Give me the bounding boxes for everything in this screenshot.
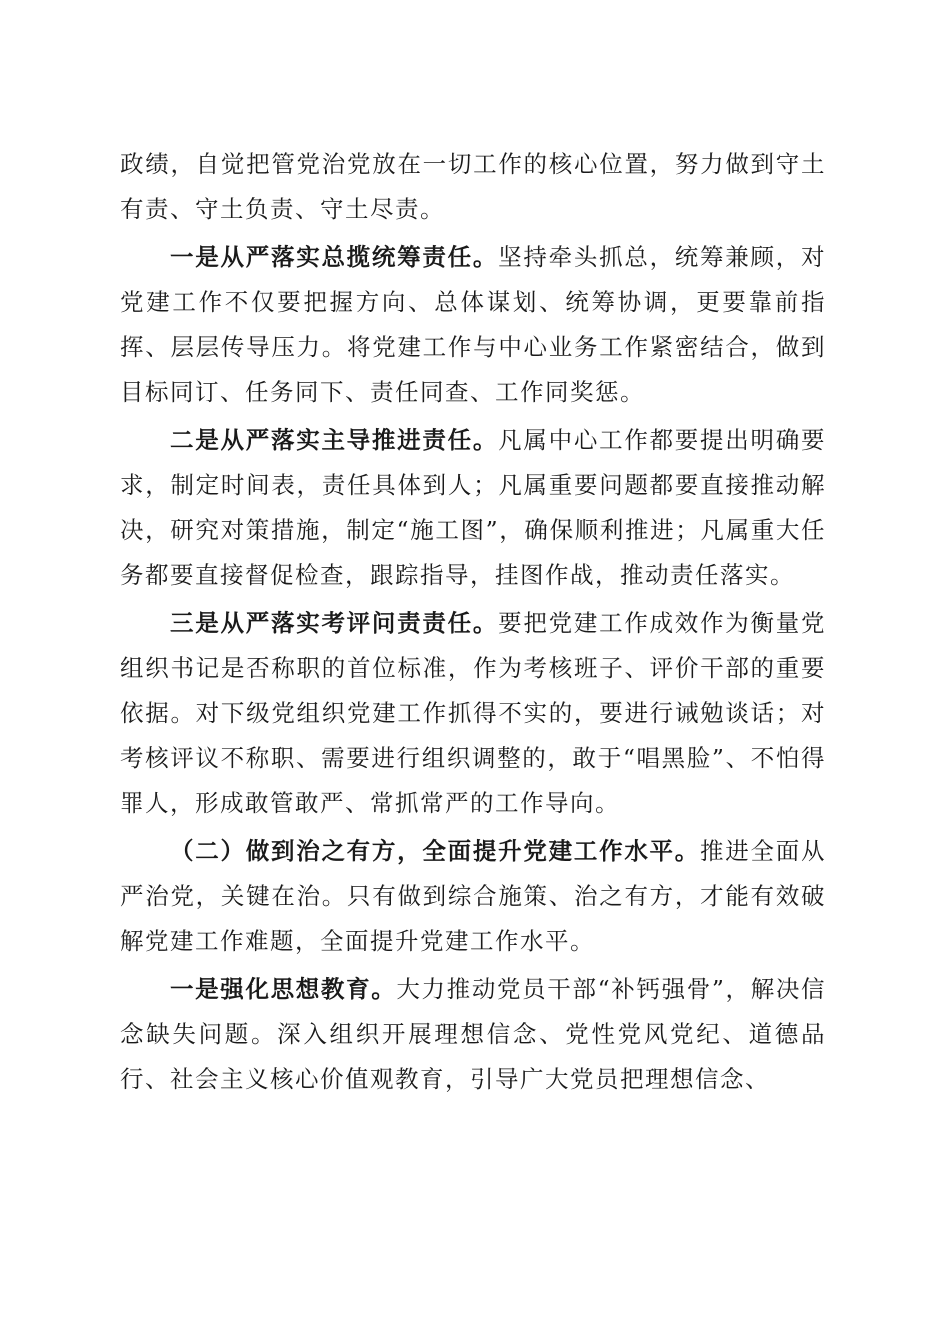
paragraph-text: 政绩，自觉把管党治党放在一切工作的核心位置，努力做到守土有责、守土负责、守土尽责。	[120, 150, 826, 223]
paragraph-text: 坚持牵头抓总，统筹兼顾，对党建工作不仅要把握方向、总体谋划、统筹协调，更要靠前指挥、层层传导压力。将党建工作与中心业务工作紧密结合，做到目标同订、任务同下、责任同查、工作同奖惩。	[120, 243, 827, 406]
paragraph-continuation	[120, 142, 826, 232]
paragraph-lead: 二是从严落实主导推进责任。	[170, 426, 499, 454]
paragraph-text: 推进全面从严治党，关键在治。只有做到综合施策、治之有方，才能有效破解党建工作难题，全面提升党建工作水平。	[120, 837, 827, 955]
paragraph-lead: 一是强化思想教育。	[170, 975, 397, 1003]
paragraph-text: 要把党建工作成效作为衡量党组织书记是否称职的首位标准，作为考核班子、评价干部的重要依据。对下级党组织党建工作抓得不实的，要进行诫勉谈话；对考核评议不称职、需要进行组织调整的，敢于“唱黑脸”、不怕得罪人，形成敢管敢严、常抓常严的工作导向。	[120, 609, 827, 817]
paragraph-overall-responsibility	[120, 235, 826, 415]
paragraph-lead: 三是从严落实考评问责责任。	[170, 609, 499, 637]
paragraph-promotion-responsibility	[120, 418, 826, 598]
document-page	[120, 142, 826, 1102]
section-heading-paragraph	[120, 829, 826, 964]
paragraph-lead: 一是从严落实总揽统筹责任。	[170, 243, 499, 271]
paragraph-ideological-education	[120, 967, 826, 1102]
paragraph-text: 大力推动党员干部“补钙强骨”，解决信念缺失问题。深入组织开展理想信念、党性党风党纪、道德品行、社会主义核心价值观教育，引导广大党员把理想信念、	[120, 975, 826, 1093]
paragraph-text: 凡属中心工作都要提出明确要求，制定时间表，责任具体到人；凡属重要问题都要直接推动解决，研究对策措施，制定“施工图”，确保顺利推进；凡属重大任务都要直接督促检查，跟踪指导，挂图作战，推动责任落实。	[120, 426, 827, 589]
section-heading: （二）做到治之有方，全面提升党建工作水平。	[170, 837, 701, 865]
paragraph-evaluation-responsibility	[120, 601, 826, 826]
